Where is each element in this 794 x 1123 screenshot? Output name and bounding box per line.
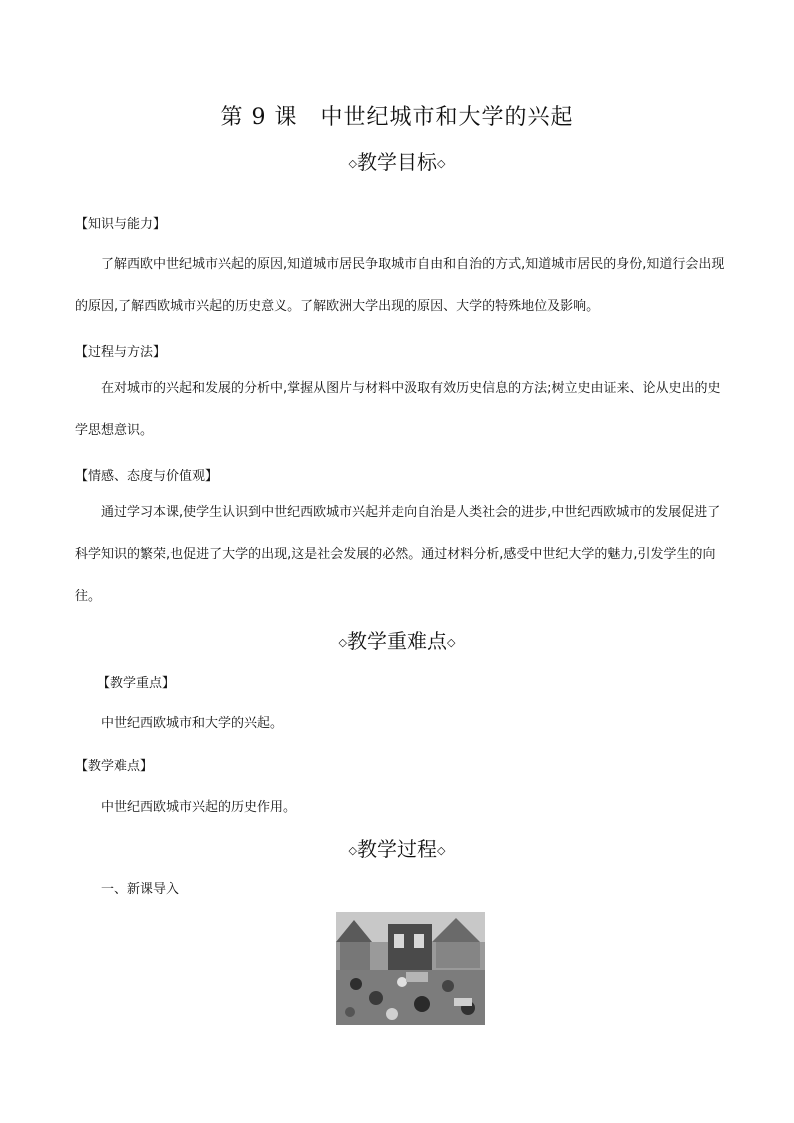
focus-label: 【教学重点】 [97, 676, 176, 691]
knowledge-text: 了解西欧中世纪城市兴起的原因,知道城市居民争取城市自由和自治的方式,知道城市居民的身份,知道行会出现的原因,了解西欧城市兴起的历史意义。了解欧洲大学出现的原因、大学的特殊地位及影响。 [75, 257, 725, 314]
diamond-icon: ◇ [348, 157, 357, 170]
diamond-icon: ◇ [437, 157, 446, 170]
key-points-heading-text: 教学重难点 [347, 629, 447, 653]
diamond-icon: ◇ [437, 844, 446, 857]
process-method-label: 【过程与方法】 [75, 345, 167, 360]
process-heading [0, 833, 794, 862]
process-step-intro: 一、新课导入 [101, 882, 180, 897]
goals-heading-text: 教学目标 [357, 150, 437, 174]
key-points-heading [0, 625, 794, 654]
focus-text: 中世纪西欧城市和大学的兴起。 [101, 716, 284, 731]
emotion-text: 通过学习本课,使学生认识到中世纪西欧城市兴起并走向自治是人类社会的进步,中世纪西欧城市的发展促进了科学知识的繁荣,也促进了大学的出现,这是社会发展的必然。通过材料分析,感受中世纪大学的魅力,引发学生的向往。 [75, 505, 721, 604]
emotion-label: 【情感、态度与价值观】 [75, 469, 219, 484]
difficulty-label: 【教学难点】 [75, 759, 154, 774]
medieval-town-painting [336, 912, 485, 1025]
process-heading-text: 教学过程 [357, 837, 437, 861]
goals-heading [0, 146, 794, 175]
knowledge-label: 【知识与能力】 [75, 217, 167, 232]
diamond-icon: ◇ [338, 636, 347, 649]
process-method-text: 在对城市的兴起和发展的分析中,掌握从图片与材料中汲取有效历史信息的方法;树立史由证来、论从史出的史学思想意识。 [75, 381, 721, 438]
diamond-icon: ◇ [348, 844, 357, 857]
lesson-title: 第 9 课 中世纪城市和大学的兴起 [220, 105, 574, 130]
diamond-icon: ◇ [447, 636, 456, 649]
difficulty-text: 中世纪西欧城市兴起的历史作用。 [101, 800, 297, 815]
